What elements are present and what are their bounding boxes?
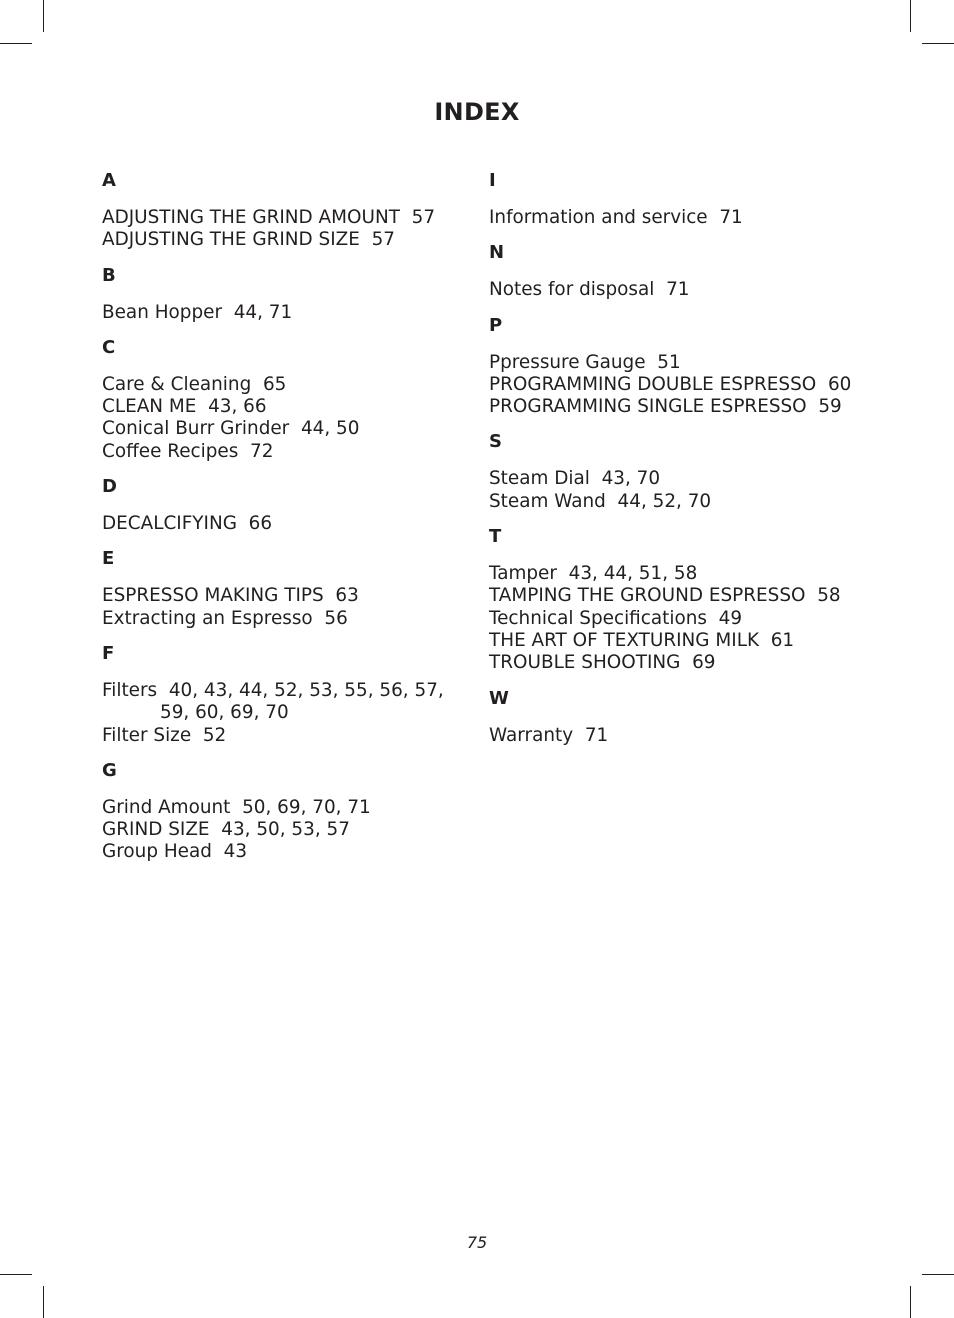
page-title: INDEX [434,98,520,126]
entry-term: Coffee Recipes [102,440,239,462]
entry-pages: 61 [770,629,795,651]
entry-pages: 43, 66 [208,396,267,418]
entry-term: ADJUSTING THE GRIND AMOUNT [102,207,400,228]
entry-term: Warranty [489,724,574,746]
entry-pages: 71 [584,724,609,746]
entry-term: PROGRAMMING DOUBLE ESPRESSO [489,373,817,395]
index-section-b [102,265,462,324]
entry-pages: 65 [262,373,287,395]
index-section-w [489,688,869,747]
entry-term: Steam Wand [489,490,606,512]
crop-mark-bottom-left-horizontal [0,1274,32,1275]
index-entry [489,608,869,630]
index-entry [102,841,462,863]
entry-pages: 52 [202,724,227,746]
entry-term: Extracting an Espresso [102,607,313,629]
crop-mark-bottom-right-vertical [910,1286,911,1318]
entry-term: Grind Amount [102,796,231,818]
entry-term: Information and service [489,207,708,228]
entry-term: Group Head [102,841,212,863]
section-letter: F [102,642,115,664]
index-entry [102,797,462,819]
entry-term: PROGRAMMING SINGLE ESPRESSO [489,396,807,418]
crop-mark-top-left-vertical [43,0,44,32]
index-entry [102,374,462,396]
index-entry [102,302,462,324]
index-entry [489,652,869,674]
page-number: 75 [466,1233,488,1252]
index-entry [489,396,869,418]
entry-term: Ppressure Gauge [489,351,646,373]
entry-pages: 58 [817,585,841,607]
index-entry [102,608,462,630]
crop-mark-top-left-horizontal [0,43,32,44]
index-entry [102,819,462,841]
index-entry [489,374,869,396]
index-column-left [102,170,462,877]
entry-pages: 51 [657,351,681,373]
index-column-right [489,170,869,760]
entry-pages: 44, 71 [233,301,293,323]
index-section-g [102,760,462,864]
index-section-a [102,170,462,252]
index-entry [102,441,462,463]
index-entry [102,725,462,747]
section-letter: E [102,548,115,570]
entry-pages: 43, 44, 51, 58 [568,563,698,585]
index-section-c [102,337,462,463]
crop-mark-bottom-right-horizontal [922,1274,954,1275]
index-entry [102,513,462,535]
index-entry [489,725,869,747]
entry-pages-continuation: 59, 60, 69, 70 [160,702,289,724]
entry-pages: 49 [718,607,743,629]
entry-term: TAMPING THE GROUND ESPRESSO [489,585,806,607]
entry-term: CLEAN ME [102,396,197,418]
entry-pages: 66 [248,513,273,535]
crop-mark-top-right-horizontal [922,43,954,44]
index-section-n [489,242,869,301]
section-letter: G [102,759,117,781]
section-letter: B [102,264,116,286]
index-entry [102,680,462,702]
entry-pages: 40, 43, 44, 52, 53, 55, 56, 57, [168,679,444,701]
entry-term: Notes for disposal [489,279,655,301]
section-letter: N [489,242,505,264]
index-entry [102,396,462,418]
entry-term: TROUBLE SHOOTING [489,652,681,674]
entry-term: Steam Dial [489,468,590,490]
index-section-p [489,315,869,419]
entry-term: Bean Hopper [102,301,223,323]
section-letter: T [489,526,502,548]
entry-pages: 57 [371,229,395,251]
index-entry [489,468,869,490]
entry-term: ADJUSTING THE GRIND SIZE [102,229,360,251]
index-entry [489,352,869,374]
entry-pages: 71 [719,207,743,228]
entry-term: Filters [102,679,158,701]
index-section-i [489,170,869,229]
section-letter: I [489,170,496,191]
entry-term: Care & Cleaning [102,373,252,395]
index-section-t [489,526,869,674]
entry-pages: 60 [827,373,852,395]
entry-pages: 59 [818,396,842,418]
crop-mark-bottom-left-vertical [43,1286,44,1318]
entry-term: DECALCIFYING [102,513,237,535]
entry-term: Tamper [489,563,557,585]
crop-mark-top-right-vertical [910,0,911,32]
section-letter: C [102,336,116,358]
entry-pages: 43, 70 [601,468,661,490]
entry-term: THE ART OF TEXTURING MILK [489,629,760,651]
entry-term: ESPRESSO MAKING TIPS [102,585,324,607]
index-entry [489,279,869,301]
entry-pages: 44, 52, 70 [617,490,712,512]
index-section-e [102,548,462,630]
index-section-d [102,476,462,535]
index-entry [102,207,462,229]
entry-term: Conical Burr Grinder [102,418,290,440]
index-entry [102,585,462,607]
entry-pages: 43, 50, 53, 57 [221,819,350,841]
entry-pages: 63 [335,585,359,607]
index-entry [489,207,869,229]
entry-term: GRIND SIZE [102,819,210,841]
entry-pages: 43 [223,841,248,863]
section-letter: A [102,170,116,191]
index-entry [489,491,869,513]
entry-term: Filter Size [102,724,192,746]
entry-pages: 69 [692,652,716,674]
index-section-f [102,643,462,747]
section-letter: P [489,314,503,336]
entry-pages: 44, 50 [300,418,360,440]
entry-pages: 71 [666,279,690,301]
index-entry [102,229,462,251]
index-entry [102,418,462,440]
entry-pages: 57 [411,207,436,228]
section-letter: S [489,431,502,453]
index-entry [489,563,869,585]
section-letter: D [102,476,117,498]
index-section-s [489,431,869,513]
entry-pages: 56 [324,607,348,629]
entry-pages: 72 [250,440,274,462]
index-entry [489,630,869,652]
index-entry [489,585,869,607]
entry-term: Technical Specifications [489,607,707,629]
section-letter: W [489,687,509,709]
entry-pages: 50, 69, 70, 71 [242,796,371,818]
